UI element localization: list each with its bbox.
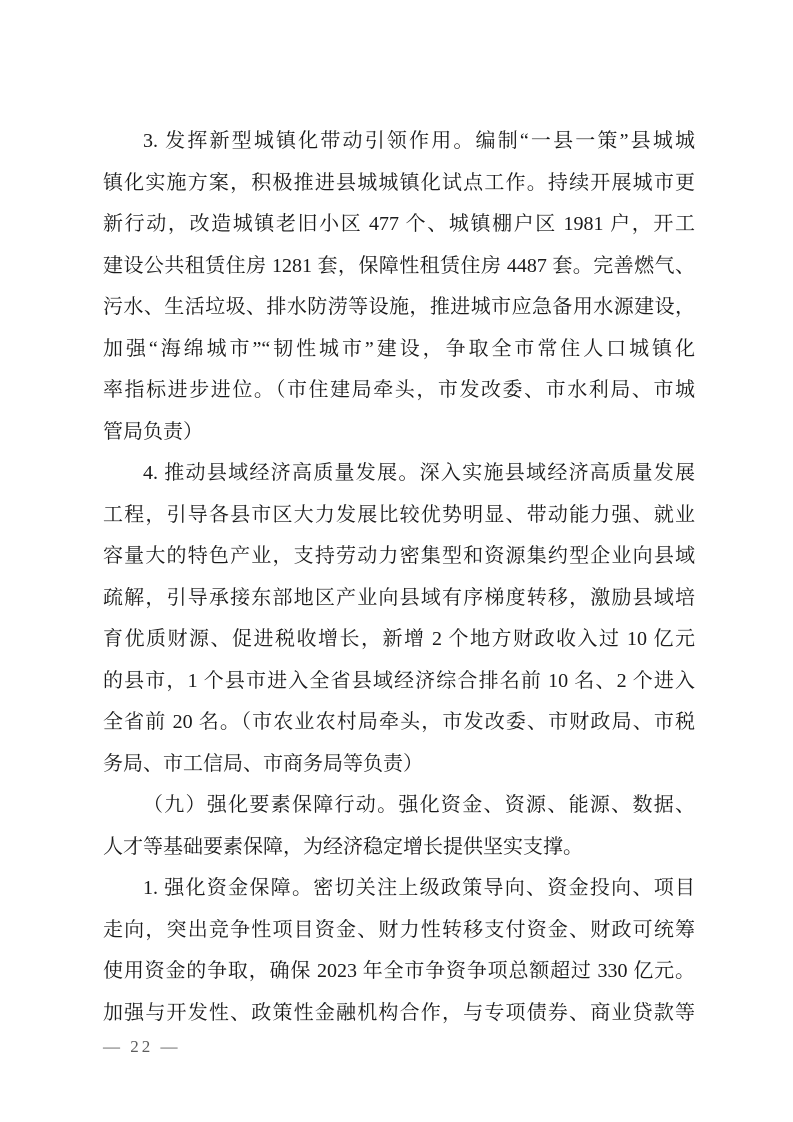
text-line: 建设公共租赁住房 1281 套，保障性租赁住房 4487 套。完善燃气、 [103,254,695,277]
text-line: 使用资金的争取，确保 2023 年全市争资争项总额超过 330 亿元。 [103,960,695,982]
text-line: 加强“海绵城市”“韧性城市”建设，争取全市常住人口城镇化 [103,337,695,360]
text-line: 疏解，引导承接东部地区产业向县域有序梯度转移，激励县域培 [103,586,695,609]
text-line: 工程，引导各县市区大力发展比较优势明显、带动能力强、就业 [103,503,695,526]
text-line: 新行动，改造城镇老旧小区 477 个、城镇棚户区 1981 户，开工 [103,213,695,235]
text-line: 1. 强化资金保障。密切关注上级政策导向、资金投向、项目 [143,877,695,899]
text-line: （九）强化要素保障行动。强化资金、资源、能源、数据、 [143,794,695,816]
text-line: 容量大的特色产业，支持劳动力密集型和资源集约型企业向县域 [103,545,695,567]
text-line: 人才等基础要素保障，为经济稳定增长提供坚实支撑。 [103,835,583,858]
text-line: 率指标进步进位。（市住建局牵头，市发改委、市水利局、市城 [103,379,695,401]
text-line: 的县市，1 个县市进入全省县域经济综合排名前 10 名、2 个进入 [103,669,695,692]
text-line: 加强与开发性、政策性金融机构合作，与专项债券、商业贷款等 [103,1001,695,1024]
paragraph-section-9-factor-guarantee [103,785,695,868]
text-line: 3. 发挥新型城镇化带动引领作用。编制“一县一策”县城城 [143,130,695,152]
text-line: 走向，突出竞争性项目资金、财力性转移支付资金、财政可统筹 [103,918,695,941]
text-line: 镇化实施方案，积极推进县城城镇化试点工作。持续开展城市更 [103,171,695,194]
text-line: 管局负责） [103,420,203,443]
document-body [103,121,695,1034]
paragraph-item-4-county-economy [103,453,695,785]
page-number: — 22 — [103,1037,181,1056]
text-line: 育优质财源、促进税收增长，新增 2 个地方财政收入过 10 亿元 [103,628,695,650]
text-line: 务局、市工信局、市商务局等负责） [103,752,423,775]
paragraph-item-1-funding-guarantee [103,868,695,1034]
text-line: 4. 推动县域经济高质量发展。深入实施县域经济高质量发展 [143,462,695,484]
text-line: 全省前 20 名。（市农业农村局牵头，市发改委、市财政局、市税 [103,711,695,733]
paragraph-item-3-urbanization [103,121,695,453]
text-line: 污水、生活垃圾、排水防涝等设施，推进城市应急备用水源建设， [103,296,695,318]
